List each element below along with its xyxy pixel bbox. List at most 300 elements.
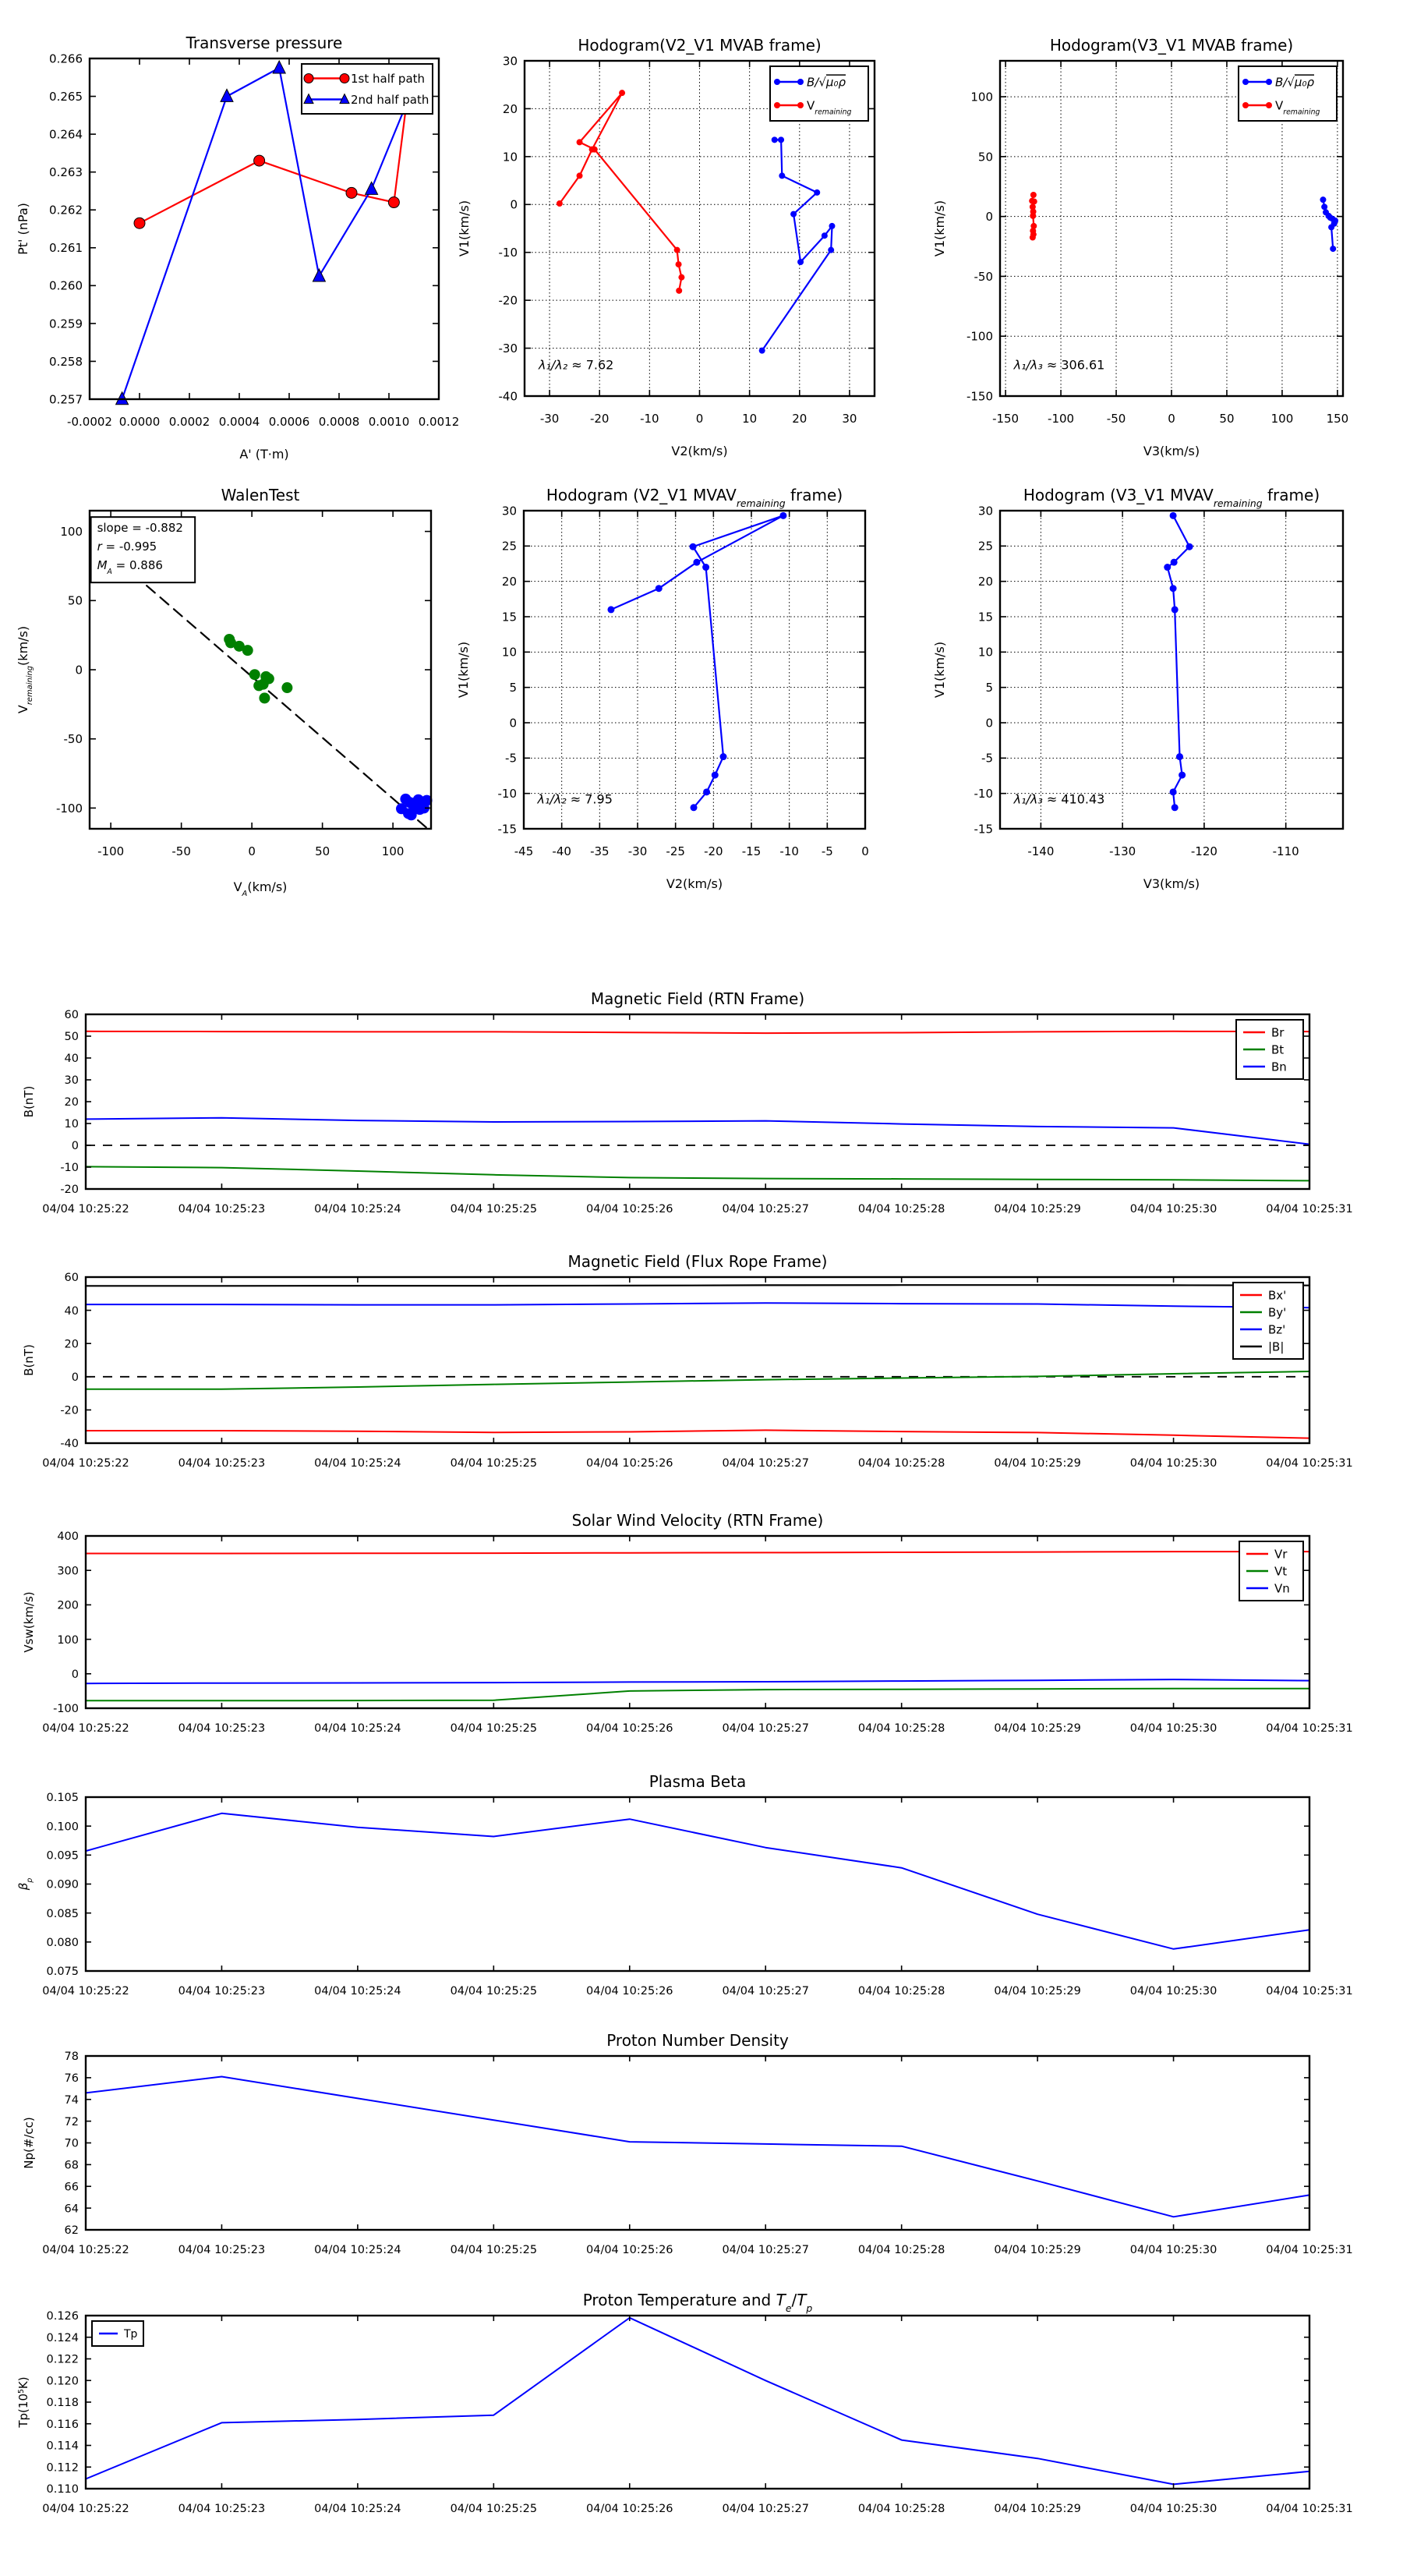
transverse-pressure-xtick-label: 0.0004	[218, 415, 260, 429]
svg-text:λ₁/λ₃ ≈ 306.61: λ₁/λ₃ ≈ 306.61	[1013, 357, 1105, 373]
plasma-beta-xtick-label: 04/04 10:25:22	[42, 1985, 129, 1997]
walen-test-title: WalenTest	[221, 486, 300, 504]
hodogram-v3v1-mvav-ytick-label: 25	[977, 539, 993, 554]
proton-number-density-xtick-label: 04/04 10:25:22	[42, 2244, 129, 2256]
transverse-pressure-ytick-label: 0.258	[49, 354, 83, 369]
walen-test-markers-middle-third	[224, 634, 292, 703]
magnetic-field-flux-rope-series-by-prime	[86, 1371, 1309, 1389]
hodogram-v2v1-mvab-markers-v-remaining	[557, 90, 685, 294]
solar-wind-velocity-xtick-label: 04/04 10:25:22	[42, 1722, 129, 1735]
proton-number-density-ytick-label: 78	[64, 2051, 79, 2064]
proton-number-density-xtick-label: 04/04 10:25:24	[314, 2244, 401, 2256]
hodogram-v3v1-mvab-ylabel: V1(km/s)	[932, 200, 947, 257]
hodogram-v3v1-mvav-series-b-path	[1168, 515, 1189, 808]
plasma-beta-xtick-label: 04/04 10:25:24	[314, 1985, 401, 1997]
hodogram-v3v1-mvab-legend-label: B/√μ₀ρ	[1275, 75, 1314, 90]
walen-test-xtick-label: 100	[381, 844, 405, 858]
proton-temperature-ylabel: $Tp(10^5K)$	[16, 2376, 30, 2428]
proton-temperature-ytick-label: 0.120	[46, 2375, 79, 2388]
hodogram-v3v1-mvab-ytick-label: -150	[966, 389, 993, 404]
solar-wind-velocity-ytick-label: -100	[53, 1703, 79, 1716]
panel-hodogram-v3v1-mvav	[932, 486, 1343, 891]
hodogram-v2v1-mvav-xtick-label: -45	[514, 844, 534, 858]
proton-number-density-xtick-label: 04/04 10:25:25	[450, 2244, 538, 2256]
hodogram-v3v1-mvav-ytick-label: -10	[974, 787, 993, 801]
proton-number-density-ytick-label: 70	[64, 2137, 79, 2150]
hodogram-v2v1-mvav-xtick-label: -5	[821, 844, 833, 858]
svg-text:r = -0.995: r = -0.995	[97, 540, 157, 554]
magnetic-field-flux-rope-xtick-label: 04/04 10:25:27	[722, 1457, 809, 1470]
magnetic-field-flux-rope-xtick-label: 04/04 10:25:29	[994, 1457, 1081, 1470]
hodogram-v3v1-mvav-xtick-label: -130	[1109, 844, 1136, 858]
magnetic-field-flux-rope-legend-label: |B|	[1268, 1339, 1285, 1354]
solar-wind-velocity-xtick-label: 04/04 10:25:24	[314, 1722, 401, 1735]
hodogram-v3v1-mvab-xtick-label: 150	[1326, 412, 1349, 426]
hodogram-v2v1-mvav-ytick-label: 5	[509, 681, 517, 695]
magnetic-field-rtn-xtick-label: 04/04 10:25:29	[994, 1203, 1081, 1215]
transverse-pressure-ytick-label: 0.264	[49, 127, 83, 142]
plasma-beta-xtick-label: 04/04 10:25:26	[586, 1985, 673, 1997]
hodogram-v2v1-mvab-xlabel: V2(km/s)	[671, 444, 728, 458]
magnetic-field-rtn-xtick-label: 04/04 10:25:27	[722, 1203, 809, 1215]
hodogram-v3v1-mvav-axes	[1000, 511, 1343, 829]
hodogram-v2v1-mvav-ytick-label: -10	[497, 787, 517, 801]
magnetic-field-rtn-series-bt	[86, 1166, 1309, 1180]
magnetic-field-rtn-legend	[1236, 1020, 1303, 1079]
proton-temperature-axes	[86, 2316, 1309, 2489]
hodogram-v2v1-mvab-xtick-label: 20	[792, 412, 808, 426]
magnetic-field-rtn-ytick-label: 30	[64, 1074, 79, 1088]
hodogram-v2v1-mvab-xtick-label: 0	[695, 412, 704, 426]
plasma-beta-xtick-label: 04/04 10:25:25	[450, 1985, 538, 1997]
proton-temperature-xtick-label: 04/04 10:25:25	[450, 2503, 538, 2515]
magnetic-field-flux-rope-xtick-label: 04/04 10:25:23	[178, 1457, 266, 1470]
proton-temperature-ytick-label: 0.122	[46, 2353, 79, 2366]
solar-wind-velocity-ytick-label: 300	[57, 1565, 79, 1578]
hodogram-v3v1-mvab-ytick-label: -50	[974, 269, 993, 284]
solar-wind-velocity-legend	[1239, 1541, 1303, 1601]
plasma-beta-xtick-label: 04/04 10:25:27	[722, 1985, 809, 1997]
hodogram-v3v1-mvav-ytick-label: 30	[977, 504, 993, 518]
solar-wind-velocity-xtick-label: 04/04 10:25:28	[857, 1722, 945, 1735]
hodogram-v2v1-mvav-ytick-label: 10	[501, 645, 517, 660]
hodogram-v2v1-mvav-ytick-label: 25	[501, 539, 517, 554]
hodogram-v3v1-mvab-markers-b-alfven	[1320, 196, 1338, 252]
solar-wind-velocity-xtick-label: 04/04 10:25:30	[1129, 1722, 1217, 1735]
plasma-beta-ytick-label: 0.075	[46, 1966, 79, 1979]
magnetic-field-rtn-xtick-label: 04/04 10:25:30	[1129, 1203, 1217, 1215]
plasma-beta-ytick-label: 0.090	[46, 1878, 79, 1891]
magnetic-field-rtn-xtick-label: 04/04 10:25:26	[586, 1203, 673, 1215]
hodogram-v3v1-mvab-markers-v-remaining	[1029, 192, 1037, 241]
hodogram-v3v1-mvab-ytick-label: 50	[977, 150, 993, 165]
magnetic-field-rtn-ytick-label: 50	[64, 1031, 79, 1044]
magnetic-field-flux-rope-ytick-label: 40	[64, 1304, 79, 1318]
plasma-beta-ylabel: $\beta_p$	[16, 1877, 34, 1891]
proton-temperature-xtick-label: 04/04 10:25:28	[857, 2503, 945, 2515]
hodogram-v3v1-mvav-ytick-label: 20	[977, 575, 993, 589]
transverse-pressure-xtick-label: 0.0000	[118, 415, 161, 429]
hodogram-v2v1-mvav-markers-b-path	[607, 512, 786, 811]
panel-hodogram-v2v1-mvab	[457, 36, 875, 458]
hodogram-v2v1-mvav-xtick-label: -10	[779, 844, 799, 858]
transverse-pressure-ytick-label: 0.260	[49, 278, 83, 293]
panel-proton-temperature	[16, 2291, 1353, 2515]
magnetic-field-flux-rope-series-b-mag	[86, 1285, 1309, 1286]
solar-wind-velocity-xtick-label: 04/04 10:25:31	[1266, 1722, 1353, 1735]
hodogram-v2v1-mvab-legend-label: $V_{remaining}$	[807, 98, 852, 116]
transverse-pressure-xtick-label: -0.0002	[67, 415, 112, 429]
magnetic-field-flux-rope-legend-label: Bz'	[1268, 1322, 1286, 1337]
hodogram-v2v1-mvav-ytick-label: -15	[497, 822, 517, 837]
hodogram-v2v1-mvab-markers-b-alfven	[759, 136, 836, 353]
hodogram-v3v1-mvav-annotation	[1013, 791, 1105, 806]
hodogram-v3v1-mvab-xtick-label: 50	[1219, 412, 1235, 426]
magnetic-field-flux-rope-ytick-label: 0	[71, 1371, 79, 1385]
plasma-beta-ytick-label: 0.085	[46, 1907, 79, 1920]
hodogram-v2v1-mvab-ytick-label: -10	[498, 246, 518, 260]
proton-temperature-ytick-label: 0.126	[46, 2310, 79, 2323]
magnetic-field-rtn-xtick-label: 04/04 10:25:22	[42, 1203, 129, 1215]
magnetic-field-flux-rope-ytick-label: -20	[60, 1404, 79, 1417]
hodogram-v2v1-mvav-ytick-label: 30	[501, 504, 517, 518]
walen-test-ytick-label: 50	[67, 593, 83, 608]
plasma-beta-title: Plasma Beta	[648, 1772, 747, 1791]
hodogram-v2v1-mvav-xtick-label: 0	[861, 844, 869, 858]
walen-test-xtick-label: -100	[97, 844, 125, 858]
transverse-pressure-ytick-label: 0.265	[49, 89, 83, 104]
magnetic-field-rtn-ytick-label: 40	[64, 1053, 79, 1066]
hodogram-v2v1-mvab-annotation	[538, 358, 613, 373]
hodogram-v3v1-mvab-legend-label: $V_{remaining}$	[1275, 98, 1320, 116]
hodogram-v2v1-mvav-ytick-label: 15	[501, 610, 517, 625]
solar-wind-velocity-ylabel: Vsw(km/s)	[22, 1591, 36, 1653]
hodogram-v3v1-mvav-xlabel: V3(km/s)	[1143, 876, 1200, 891]
walen-test-ytick-label: 0	[75, 663, 83, 678]
hodogram-v2v1-mvab-ytick-label: 30	[502, 54, 518, 69]
hodogram-v3v1-mvav-ytick-label: -15	[974, 822, 993, 837]
hodogram-v2v1-mvav-annotation	[537, 791, 613, 806]
magnetic-field-rtn-xtick-label: 04/04 10:25:25	[450, 1203, 538, 1215]
proton-number-density-ytick-label: 66	[64, 2181, 79, 2194]
hodogram-v3v1-mvav-xtick-label: -110	[1272, 844, 1299, 858]
hodogram-v2v1-mvab-ytick-label: 0	[510, 197, 518, 212]
hodogram-v3v1-mvab-xtick-label: -50	[1106, 412, 1126, 426]
solar-wind-velocity-legend-label: Vt	[1274, 1564, 1288, 1579]
proton-number-density-xtick-label: 04/04 10:25:30	[1129, 2244, 1217, 2256]
solar-wind-velocity-xtick-label: 04/04 10:25:23	[178, 1722, 266, 1735]
hodogram-v3v1-mvab-xtick-label: -150	[992, 412, 1020, 426]
hodogram-v3v1-mvab-title: Hodogram(V3_V1 MVAB frame)	[1049, 36, 1294, 55]
proton-number-density-ytick-label: 62	[64, 2224, 79, 2238]
proton-temperature-xtick-label: 04/04 10:25:22	[42, 2503, 129, 2515]
hodogram-v3v1-mvav-ytick-label: 15	[977, 610, 993, 625]
magnetic-field-rtn-title: Magnetic Field (RTN Frame)	[590, 989, 805, 1008]
transverse-pressure-xtick-label: 0.0012	[418, 415, 460, 429]
walen-test-ylabel: $V_{remaining}(km/s)$	[16, 625, 34, 714]
magnetic-field-flux-rope-title: Magnetic Field (Flux Rope Frame)	[567, 1252, 828, 1271]
magnetic-field-flux-rope-legend-label: Bx'	[1268, 1288, 1287, 1303]
hodogram-v3v1-mvab-xlabel: V3(km/s)	[1143, 444, 1200, 458]
magnetic-field-rtn-legend-label: Br	[1271, 1025, 1285, 1040]
plasma-beta-xtick-label: 04/04 10:25:30	[1129, 1985, 1217, 1997]
hodogram-v2v1-mvab-legend	[770, 66, 868, 121]
hodogram-v3v1-mvav-ytick-label: 10	[977, 645, 993, 660]
plasma-beta-series-beta-p	[86, 1813, 1309, 1949]
magnetic-field-flux-rope-xtick-label: 04/04 10:25:26	[586, 1457, 673, 1470]
magnetic-field-flux-rope-legend	[1233, 1283, 1303, 1359]
proton-number-density-title: Proton Number Density	[606, 2031, 789, 2050]
solar-wind-velocity-ytick-label: 0	[71, 1668, 79, 1682]
panel-proton-number-density	[22, 2031, 1353, 2256]
hodogram-v2v1-mvab-ytick-label: -30	[498, 341, 518, 356]
hodogram-v2v1-mvav-xtick-label: -20	[704, 844, 723, 858]
transverse-pressure-ytick-label: 0.261	[49, 241, 83, 256]
transverse-pressure-xtick-label: 0.0010	[368, 415, 410, 429]
hodogram-v3v1-mvab-legend	[1239, 66, 1337, 121]
plasma-beta-ytick-label: 0.095	[46, 1849, 79, 1863]
hodogram-v3v1-mvav-ytick-label: 5	[985, 681, 993, 695]
magnetic-field-rtn-xtick-label: 04/04 10:25:24	[314, 1203, 401, 1215]
proton-temperature-xtick-label: 04/04 10:25:31	[1266, 2503, 1353, 2515]
magnetic-field-flux-rope-series-bz-prime	[86, 1303, 1309, 1307]
proton-number-density-xtick-label: 04/04 10:25:31	[1266, 2244, 1353, 2256]
magnetic-field-rtn-ytick-label: 10	[64, 1118, 79, 1131]
plasma-beta-ytick-label: 0.105	[46, 1792, 79, 1805]
plasma-beta-ytick-label: 0.080	[46, 1937, 79, 1950]
transverse-pressure-legend-label: 2nd half path	[351, 92, 429, 107]
proton-temperature-xtick-label: 04/04 10:25:27	[722, 2503, 809, 2515]
transverse-pressure-ytick-label: 0.257	[49, 392, 83, 407]
magnetic-field-flux-rope-ytick-label: -40	[60, 1438, 79, 1451]
proton-temperature-xtick-label: 04/04 10:25:26	[586, 2503, 673, 2515]
proton-number-density-xtick-label: 04/04 10:25:26	[586, 2244, 673, 2256]
transverse-pressure-xtick-label: 0.0002	[168, 415, 210, 429]
hodogram-v2v1-mvab-ytick-label: -40	[498, 389, 518, 404]
hodogram-v3v1-mvav-ytick-label: -5	[981, 751, 993, 766]
walen-test-ytick-label: -100	[55, 801, 83, 816]
transverse-pressure-ytick-label: 0.262	[49, 203, 83, 218]
hodogram-v2v1-mvab-ytick-label: 20	[502, 101, 518, 116]
magnetic-field-flux-rope-ylabel: B(nT)	[22, 1344, 36, 1376]
panel-magnetic-field-rtn	[22, 989, 1353, 1215]
walen-test-xtick-label: 50	[315, 844, 330, 858]
proton-temperature-legend-label: Tp	[124, 2328, 138, 2341]
panel-solar-wind-velocity	[22, 1511, 1353, 1735]
transverse-pressure-xlabel: A' (T·m)	[239, 447, 289, 462]
solar-wind-velocity-ytick-label: 400	[57, 1530, 79, 1544]
proton-number-density-ytick-label: 74	[64, 2093, 79, 2107]
transverse-pressure-legend	[302, 64, 433, 114]
plasma-beta-xtick-label: 04/04 10:25:29	[994, 1985, 1081, 1997]
magnetic-field-flux-rope-ytick-label: 60	[64, 1272, 79, 1285]
transverse-pressure-legend-label: 1st half path	[351, 71, 426, 86]
hodogram-v3v1-mvab-xtick-label: -100	[1048, 412, 1075, 426]
hodogram-v2v1-mvab-series-b-alfven	[762, 140, 832, 350]
hodogram-v2v1-mvab-ytick-label: -20	[498, 293, 518, 308]
panel-magnetic-field-flux-rope	[22, 1252, 1353, 1470]
proton-number-density-ytick-label: 64	[64, 2203, 79, 2216]
walen-test-ytick-label: -50	[63, 732, 83, 747]
hodogram-v2v1-mvab-xtick-label: -10	[640, 412, 659, 426]
magnetic-field-rtn-ytick-label: -20	[60, 1184, 79, 1197]
transverse-pressure-xtick-label: 0.0006	[268, 415, 310, 429]
transverse-pressure-ytick-label: 0.266	[49, 51, 83, 66]
panel-hodogram-v2v1-mvav	[456, 486, 869, 891]
proton-temperature-xtick-label: 04/04 10:25:24	[314, 2503, 401, 2515]
solar-wind-velocity-xtick-label: 04/04 10:25:26	[586, 1722, 673, 1735]
walen-test-xlabel: $V_A(km/s)$	[233, 879, 288, 898]
panel-walen-test	[16, 486, 433, 898]
walen-test-ytick-label: 100	[60, 525, 83, 540]
plasma-beta-xtick-label: 04/04 10:25:31	[1266, 1985, 1353, 1997]
hodogram-v2v1-mvab-xtick-label: -20	[589, 412, 610, 426]
solar-wind-velocity-legend-label: Vr	[1274, 1547, 1288, 1562]
svg-text:slope = -0.882: slope = -0.882	[97, 521, 183, 536]
solar-wind-velocity-xtick-label: 04/04 10:25:29	[994, 1722, 1081, 1735]
transverse-pressure-markers-1st-half-path	[134, 98, 412, 228]
hodogram-v2v1-mvab-ytick-label: 10	[502, 150, 518, 165]
proton-temperature-ytick-label: 0.110	[46, 2483, 79, 2496]
svg-text:λ₁/λ₂ ≈ 7.95: λ₁/λ₂ ≈ 7.95	[537, 791, 613, 807]
hodogram-v3v1-mvab-xtick-label: 0	[1168, 412, 1175, 426]
hodogram-v2v1-mvab-legend-label: B/√μ₀ρ	[807, 75, 846, 90]
proton-temperature-xtick-label: 04/04 10:25:30	[1129, 2503, 1217, 2515]
magnetic-field-rtn-axes	[86, 1014, 1309, 1189]
magnetic-field-rtn-series-bn	[86, 1118, 1309, 1145]
panel-transverse-pressure	[16, 34, 459, 462]
panel-hodogram-v3v1-mvab	[932, 36, 1348, 458]
hodogram-v2v1-mvav-xlabel: V2(km/s)	[666, 876, 723, 891]
proton-number-density-ytick-label: 72	[64, 2115, 79, 2128]
proton-number-density-ytick-label: 68	[64, 2159, 79, 2172]
plasma-beta-axes	[86, 1797, 1309, 1971]
magnetic-field-rtn-ylabel: B(nT)	[22, 1085, 36, 1118]
transverse-pressure-ytick-label: 0.259	[49, 317, 83, 331]
hodogram-v2v1-mvav-xtick-label: -15	[741, 844, 762, 858]
hodogram-v2v1-mvav-ytick-label: -5	[505, 751, 517, 766]
proton-number-density-series-np	[86, 2077, 1309, 2217]
magnetic-field-flux-rope-axes	[86, 1277, 1309, 1443]
panel-plasma-beta	[16, 1772, 1353, 1997]
magnetic-field-rtn-ytick-label: 60	[64, 1009, 79, 1022]
hodogram-v2v1-mvav-title: Hodogram (V2_V1 $MVAV_{remaining}$ frame)	[546, 486, 843, 509]
proton-number-density-ytick-label: 76	[64, 2072, 79, 2086]
solar-wind-velocity-title: Solar Wind Velocity (RTN Frame)	[571, 1511, 824, 1530]
hodogram-v3v1-mvab-ytick-label: -100	[966, 329, 993, 344]
transverse-pressure-xtick-label: 0.0008	[318, 415, 360, 429]
hodogram-v2v1-mvav-xtick-label: -30	[627, 844, 648, 858]
proton-number-density-xtick-label: 04/04 10:25:28	[857, 2244, 945, 2256]
hodogram-v3v1-mvav-ylabel: V1(km/s)	[932, 641, 947, 699]
hodogram-v3v1-mvav-title: Hodogram (V3_V1 $MVAV_{remaining}$ frame)	[1023, 486, 1320, 509]
hodogram-v2v1-mvav-xtick-label: -35	[590, 844, 610, 858]
magnetic-field-flux-rope-xtick-label: 04/04 10:25:28	[857, 1457, 945, 1470]
proton-temperature-ytick-label: 0.112	[46, 2461, 79, 2475]
hodogram-v2v1-mvab-title: Hodogram(V2_V1 MVAB frame)	[578, 36, 822, 55]
magnetic-field-flux-rope-ytick-label: 20	[64, 1338, 79, 1351]
hodogram-v3v1-mvab-annotation	[1013, 358, 1105, 373]
proton-temperature-ytick-label: 0.118	[46, 2397, 79, 2410]
magnetic-field-flux-rope-legend-label: By'	[1268, 1305, 1287, 1320]
walen-test-annotation	[91, 517, 196, 582]
hodogram-v2v1-mvab-xtick-label: -30	[539, 412, 560, 426]
solar-wind-velocity-xtick-label: 04/04 10:25:27	[722, 1722, 809, 1735]
magnetic-field-flux-rope-xtick-label: 04/04 10:25:30	[1129, 1457, 1217, 1470]
hodogram-v2v1-mvav-xtick-label: -40	[552, 844, 571, 858]
svg-text:MA = 0.886: $M_A = 0.886$	[97, 558, 163, 576]
hodogram-v3v1-mvab-xtick-label: 100	[1270, 412, 1294, 426]
transverse-pressure-series-1st-half-path	[140, 104, 406, 223]
proton-temperature-title: Proton Temperature and $T_e/T_p$	[582, 2291, 813, 2314]
solar-wind-velocity-series-vt	[86, 1689, 1309, 1701]
hodogram-v2v1-mvab-xtick-label: 30	[842, 412, 857, 426]
hodogram-v2v1-mvav-ytick-label: 20	[501, 575, 517, 589]
hodogram-v3v1-mvav-xtick-label: -120	[1190, 844, 1217, 858]
proton-temperature-series-tp	[86, 2318, 1309, 2485]
magnetic-field-rtn-ytick-label: -10	[60, 1162, 79, 1175]
proton-number-density-xtick-label: 04/04 10:25:29	[994, 2244, 1081, 2256]
proton-number-density-ylabel: Np(#/cc)	[22, 2117, 36, 2169]
magnetic-field-rtn-legend-label: Bt	[1271, 1042, 1285, 1057]
magnetic-field-rtn-ytick-label: 0	[71, 1140, 79, 1153]
proton-temperature-legend	[92, 2321, 143, 2346]
svg-text:λ₁/λ₃ ≈ 410.43: λ₁/λ₃ ≈ 410.43	[1013, 791, 1105, 807]
transverse-pressure-ylabel: Pt' (nPa)	[16, 203, 30, 255]
plasma-beta-ytick-label: 0.100	[46, 1821, 79, 1834]
magnetic-field-rtn-xtick-label: 04/04 10:25:31	[1266, 1203, 1353, 1215]
magnetic-field-flux-rope-xtick-label: 04/04 10:25:24	[314, 1457, 401, 1470]
solar-wind-velocity-ytick-label: 100	[57, 1633, 79, 1647]
proton-temperature-ytick-label: 0.124	[46, 2331, 79, 2344]
plasma-beta-xtick-label: 04/04 10:25:23	[178, 1985, 266, 1997]
magnetic-field-rtn-series-br	[86, 1031, 1309, 1033]
walen-test-markers-last-third	[396, 794, 433, 820]
transverse-pressure-series-2nd-half-path	[122, 68, 407, 399]
magnetic-field-rtn-legend-label: Bn	[1271, 1060, 1287, 1074]
proton-temperature-xtick-label: 04/04 10:25:29	[994, 2503, 1081, 2515]
solar-wind-velocity-xtick-label: 04/04 10:25:25	[450, 1722, 538, 1735]
hodogram-v2v1-mvav-axes	[524, 511, 865, 829]
solar-wind-velocity-series-vn	[86, 1679, 1309, 1683]
hodogram-v2v1-mvav-xtick-label: -25	[666, 844, 685, 858]
solar-wind-velocity-ytick-label: 200	[57, 1599, 79, 1612]
magnetic-field-flux-rope-series-bx-prime	[86, 1430, 1309, 1438]
solar-wind-velocity-legend-label: Vn	[1274, 1581, 1290, 1596]
proton-temperature-ytick-label: 0.114	[46, 2440, 79, 2453]
magnetic-field-rtn-ytick-label: 20	[64, 1096, 79, 1109]
walen-test-xtick-label: 0	[248, 844, 256, 858]
transverse-pressure-ytick-label: 0.263	[49, 165, 83, 180]
plasma-beta-xtick-label: 04/04 10:25:28	[857, 1985, 945, 1997]
magnetic-field-flux-rope-xtick-label: 04/04 10:25:25	[450, 1457, 538, 1470]
walen-test-xtick-label: -50	[171, 844, 191, 858]
proton-temperature-ytick-label: 0.116	[46, 2418, 79, 2431]
proton-number-density-xtick-label: 04/04 10:25:23	[178, 2244, 266, 2256]
hodogram-v3v1-mvav-xtick-label: -140	[1027, 844, 1055, 858]
hodogram-v3v1-mvab-ytick-label: 100	[970, 90, 993, 104]
hodogram-v2v1-mvav-ylabel: V1(km/s)	[456, 641, 471, 699]
hodogram-v2v1-mvab-xtick-label: 10	[742, 412, 758, 426]
proton-temperature-xtick-label: 04/04 10:25:23	[178, 2503, 266, 2515]
hodogram-v3v1-mvab-ytick-label: 0	[985, 210, 993, 225]
proton-number-density-xtick-label: 04/04 10:25:27	[722, 2244, 809, 2256]
hodogram-v2v1-mvab-ylabel: V1(km/s)	[457, 200, 472, 257]
solar-wind-velocity-series-vr	[86, 1552, 1309, 1553]
magnetic-field-rtn-xtick-label: 04/04 10:25:23	[178, 1203, 266, 1215]
magnetic-field-rtn-xtick-label: 04/04 10:25:28	[857, 1203, 945, 1215]
hodogram-v3v1-mvav-ytick-label: 0	[985, 716, 993, 731]
